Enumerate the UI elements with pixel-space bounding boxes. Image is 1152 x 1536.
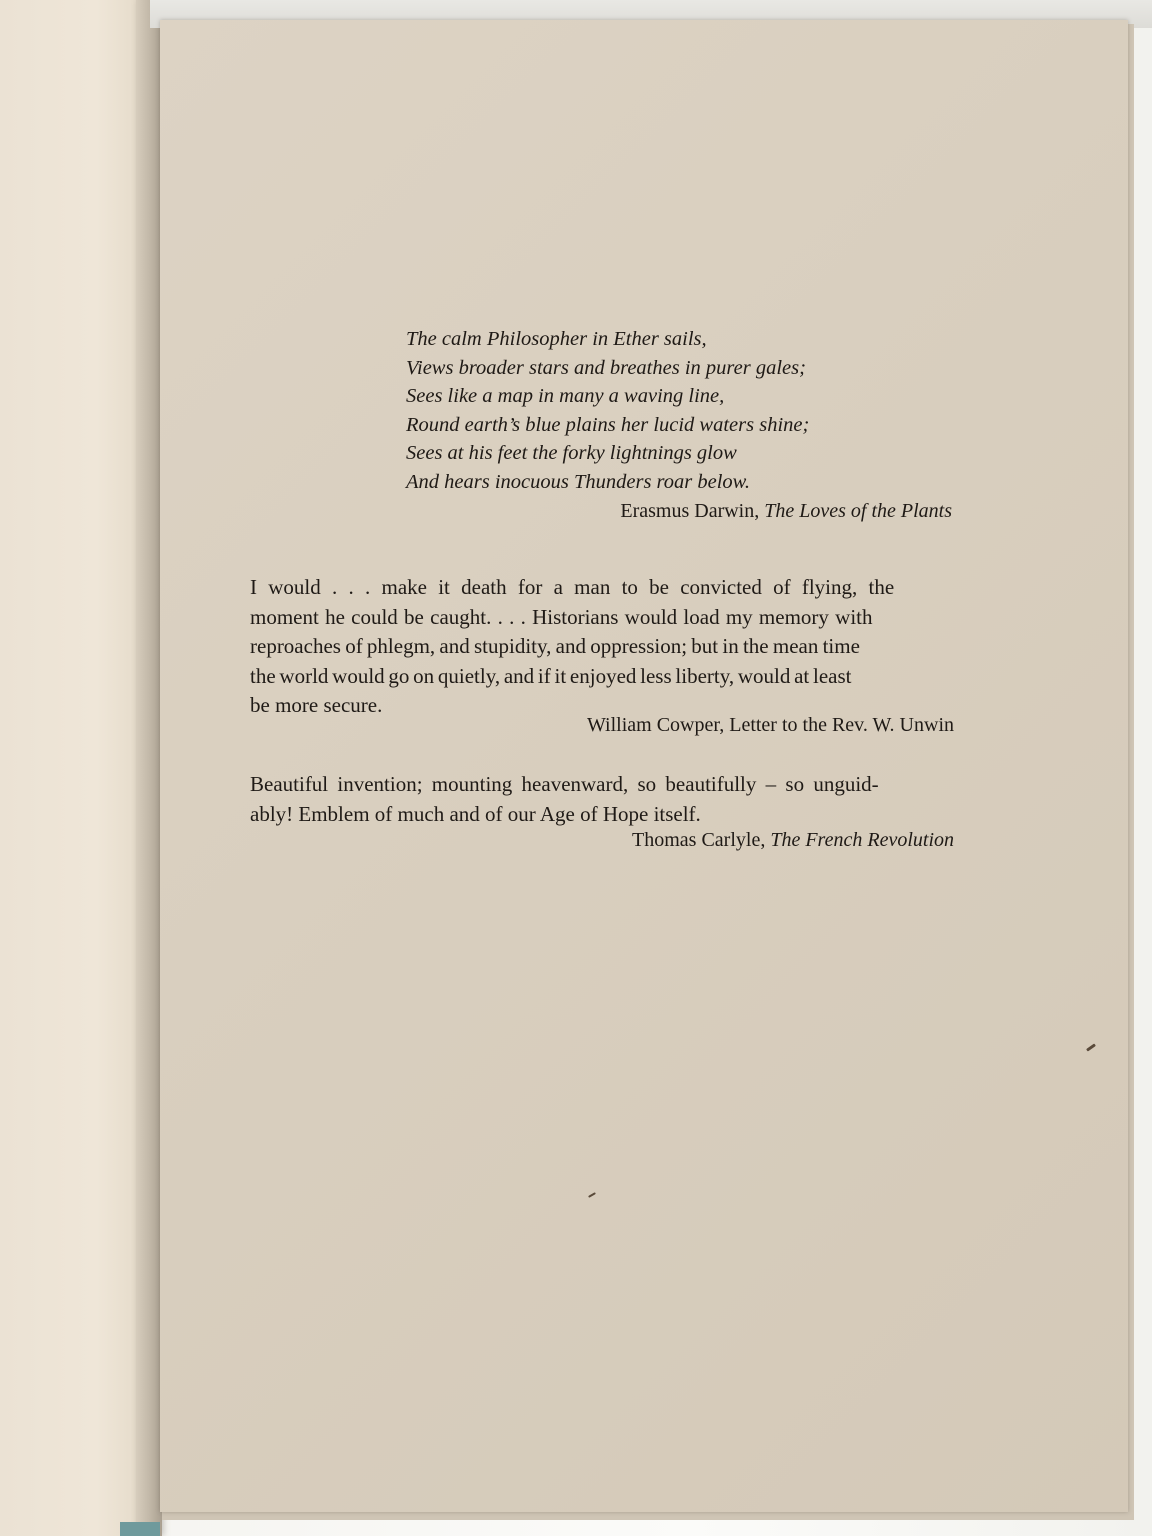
- poem-line: Round earth’s blue plains her lucid waters shine;: [406, 413, 810, 436]
- carlyle-quote: [250, 770, 954, 829]
- quote-line: the world would go on quietly, and if it enjoyed less liberty, would at least: [250, 663, 852, 688]
- poem-line: And hears inocuous Thunders roar below.: [406, 470, 750, 493]
- quote-line: be more secure.: [250, 693, 383, 717]
- quote-line: reproaches of phlegm, and stupidity, and oppression; but in the mean time: [250, 634, 860, 658]
- attribution-author: Erasmus Darwin,: [620, 500, 760, 522]
- quote-line: ably! Emblem of much and of our Age of Hope itself.: [250, 801, 701, 826]
- cover-corner: [120, 1522, 160, 1536]
- carlyle-attribution: [632, 829, 954, 852]
- poem-line: Sees like a map in many a waving line,: [406, 385, 725, 407]
- quote-line: moment he could be caught. . . . Historians would load my memory with: [250, 604, 873, 629]
- attribution-work: The Loves of the Plants: [764, 500, 952, 522]
- quote-line: Beautiful invention; mounting heavenward, so beautifully – so unguid-: [250, 772, 879, 796]
- left-page: [0, 0, 138, 1536]
- attribution-author: Thomas Carlyle,: [632, 829, 766, 851]
- poem-line: The calm Philosopher in Ether sails,: [406, 328, 707, 350]
- cowper-attribution: William Cowper, Letter to the Rev. W. Unwin: [586, 714, 954, 736]
- poem-quote: [406, 325, 809, 496]
- book-page: [160, 20, 1128, 1512]
- cover-edge: [136, 0, 162, 1536]
- poem-line: Views broader stars and breathes in purer gales;: [406, 356, 806, 379]
- poem-line: Sees at his feet the forky lightnings glow: [406, 442, 737, 464]
- cowper-quote: [250, 573, 954, 721]
- attribution-work: The French Revolution: [770, 829, 954, 851]
- poem-attribution: [620, 500, 952, 523]
- quote-line: I would . . . make it death for a man to be convicted of flying, the: [250, 575, 895, 599]
